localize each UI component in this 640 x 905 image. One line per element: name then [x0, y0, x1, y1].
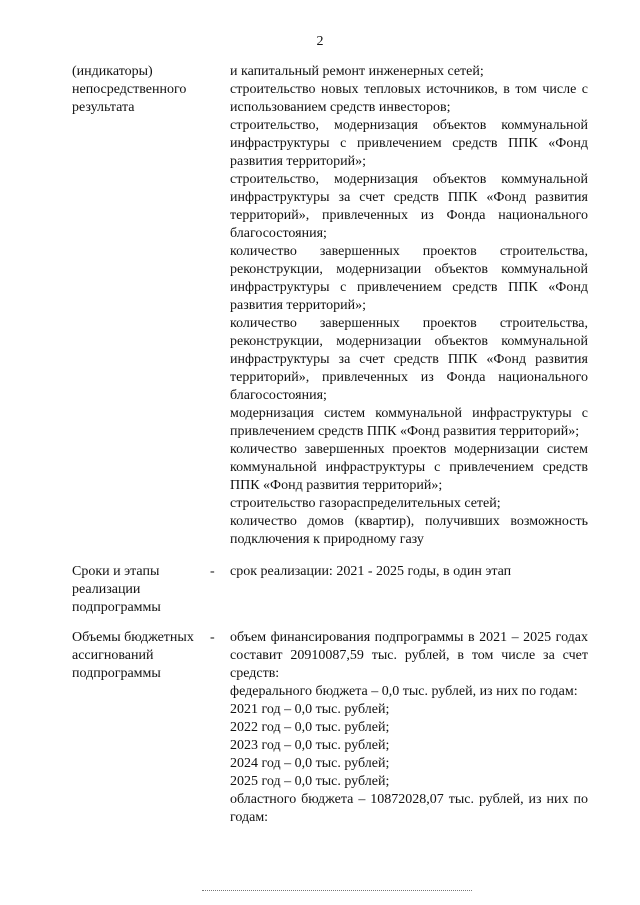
content-paragraph: 2021 год – 0,0 тыс. рублей; — [230, 702, 390, 717]
content-paragraph: объем финансирования подпрограммы в 2021 – 2025 годах составит 20910087,59 тыс. рублей, в том числе за счет средств: — [230, 630, 588, 681]
content-paragraph: областного бюджета – 10872028,07 тыс. рублей, из них по годам: — [230, 792, 588, 825]
content-paragraph: строительство, модернизация объектов коммунальной инфраструктуры за счет средств ППК «Фонд развития территорий», привлеченных из Фонда национального благосостояния; — [230, 172, 588, 241]
row-label-cell — [72, 563, 230, 617]
bottom-dotted-rule — [202, 890, 472, 891]
row-label: (индикаторы) непосредственного результата — [72, 64, 187, 115]
row-label: Объемы бюджетных ассигнований подпрограммы — [72, 630, 194, 681]
row-content-cell — [230, 563, 588, 581]
content-paragraph: срок реализации: 2021 - 2025 годы, в один этап — [230, 564, 512, 579]
content-paragraph: модернизация систем коммунальной инфраструктуры с привлечением средств ППК «Фонд развития территорий»; — [230, 406, 588, 439]
content-paragraph: строительство, модернизация объектов коммунальной инфраструктуры с привлечением средств ППК «Фонд развития территорий»; — [230, 118, 588, 169]
content-paragraph: федерального бюджета – 0,0 тыс. рублей, из них по годам: — [230, 684, 578, 699]
content-paragraph: 2022 год – 0,0 тыс. рублей; — [230, 720, 390, 735]
content-paragraph: количество завершенных проектов строительства, реконструкции, модернизации объектов коммунальной инфраструктуры за счет средств ППК «Фонд развития территорий», привлеченных из Фонда национального благосостояния; — [230, 316, 588, 403]
row-label-cell — [72, 629, 230, 683]
row-label-cell — [72, 63, 230, 117]
content-paragraph: и капитальный ремонт инженерных сетей; — [230, 64, 484, 79]
row-dash: - — [210, 564, 215, 579]
content-paragraph: количество домов (квартир), получивших возможность подключения к природному газу — [230, 514, 588, 547]
row-content-cell — [230, 629, 588, 827]
content-paragraph: строительство новых тепловых источников, в том числе с использованием средств инвесторов; — [230, 82, 588, 115]
content-paragraph: количество завершенных проектов строительства, реконструкции, модернизации объектов коммунальной инфраструктуры с привлечением средств ППК «Фонд развития территорий»; — [230, 244, 588, 313]
content-paragraph: количество завершенных проектов модернизации систем коммунальной инфраструктуры с привлечением средств ППК «Фонд развития территорий»; — [230, 442, 588, 493]
row-content-cell — [230, 63, 588, 549]
row-label: Сроки и этапы реализации подпрограммы — [72, 564, 161, 615]
content-paragraph: 2023 год – 0,0 тыс. рублей; — [230, 738, 390, 753]
content-paragraph: 2024 год – 0,0 тыс. рублей; — [230, 756, 390, 771]
content-paragraph: 2025 год – 0,0 тыс. рублей; — [230, 774, 390, 789]
content-paragraph: строительство газораспределительных сетей; — [230, 496, 501, 511]
page-number: 2 — [316, 34, 324, 49]
row-dash: - — [210, 630, 215, 645]
